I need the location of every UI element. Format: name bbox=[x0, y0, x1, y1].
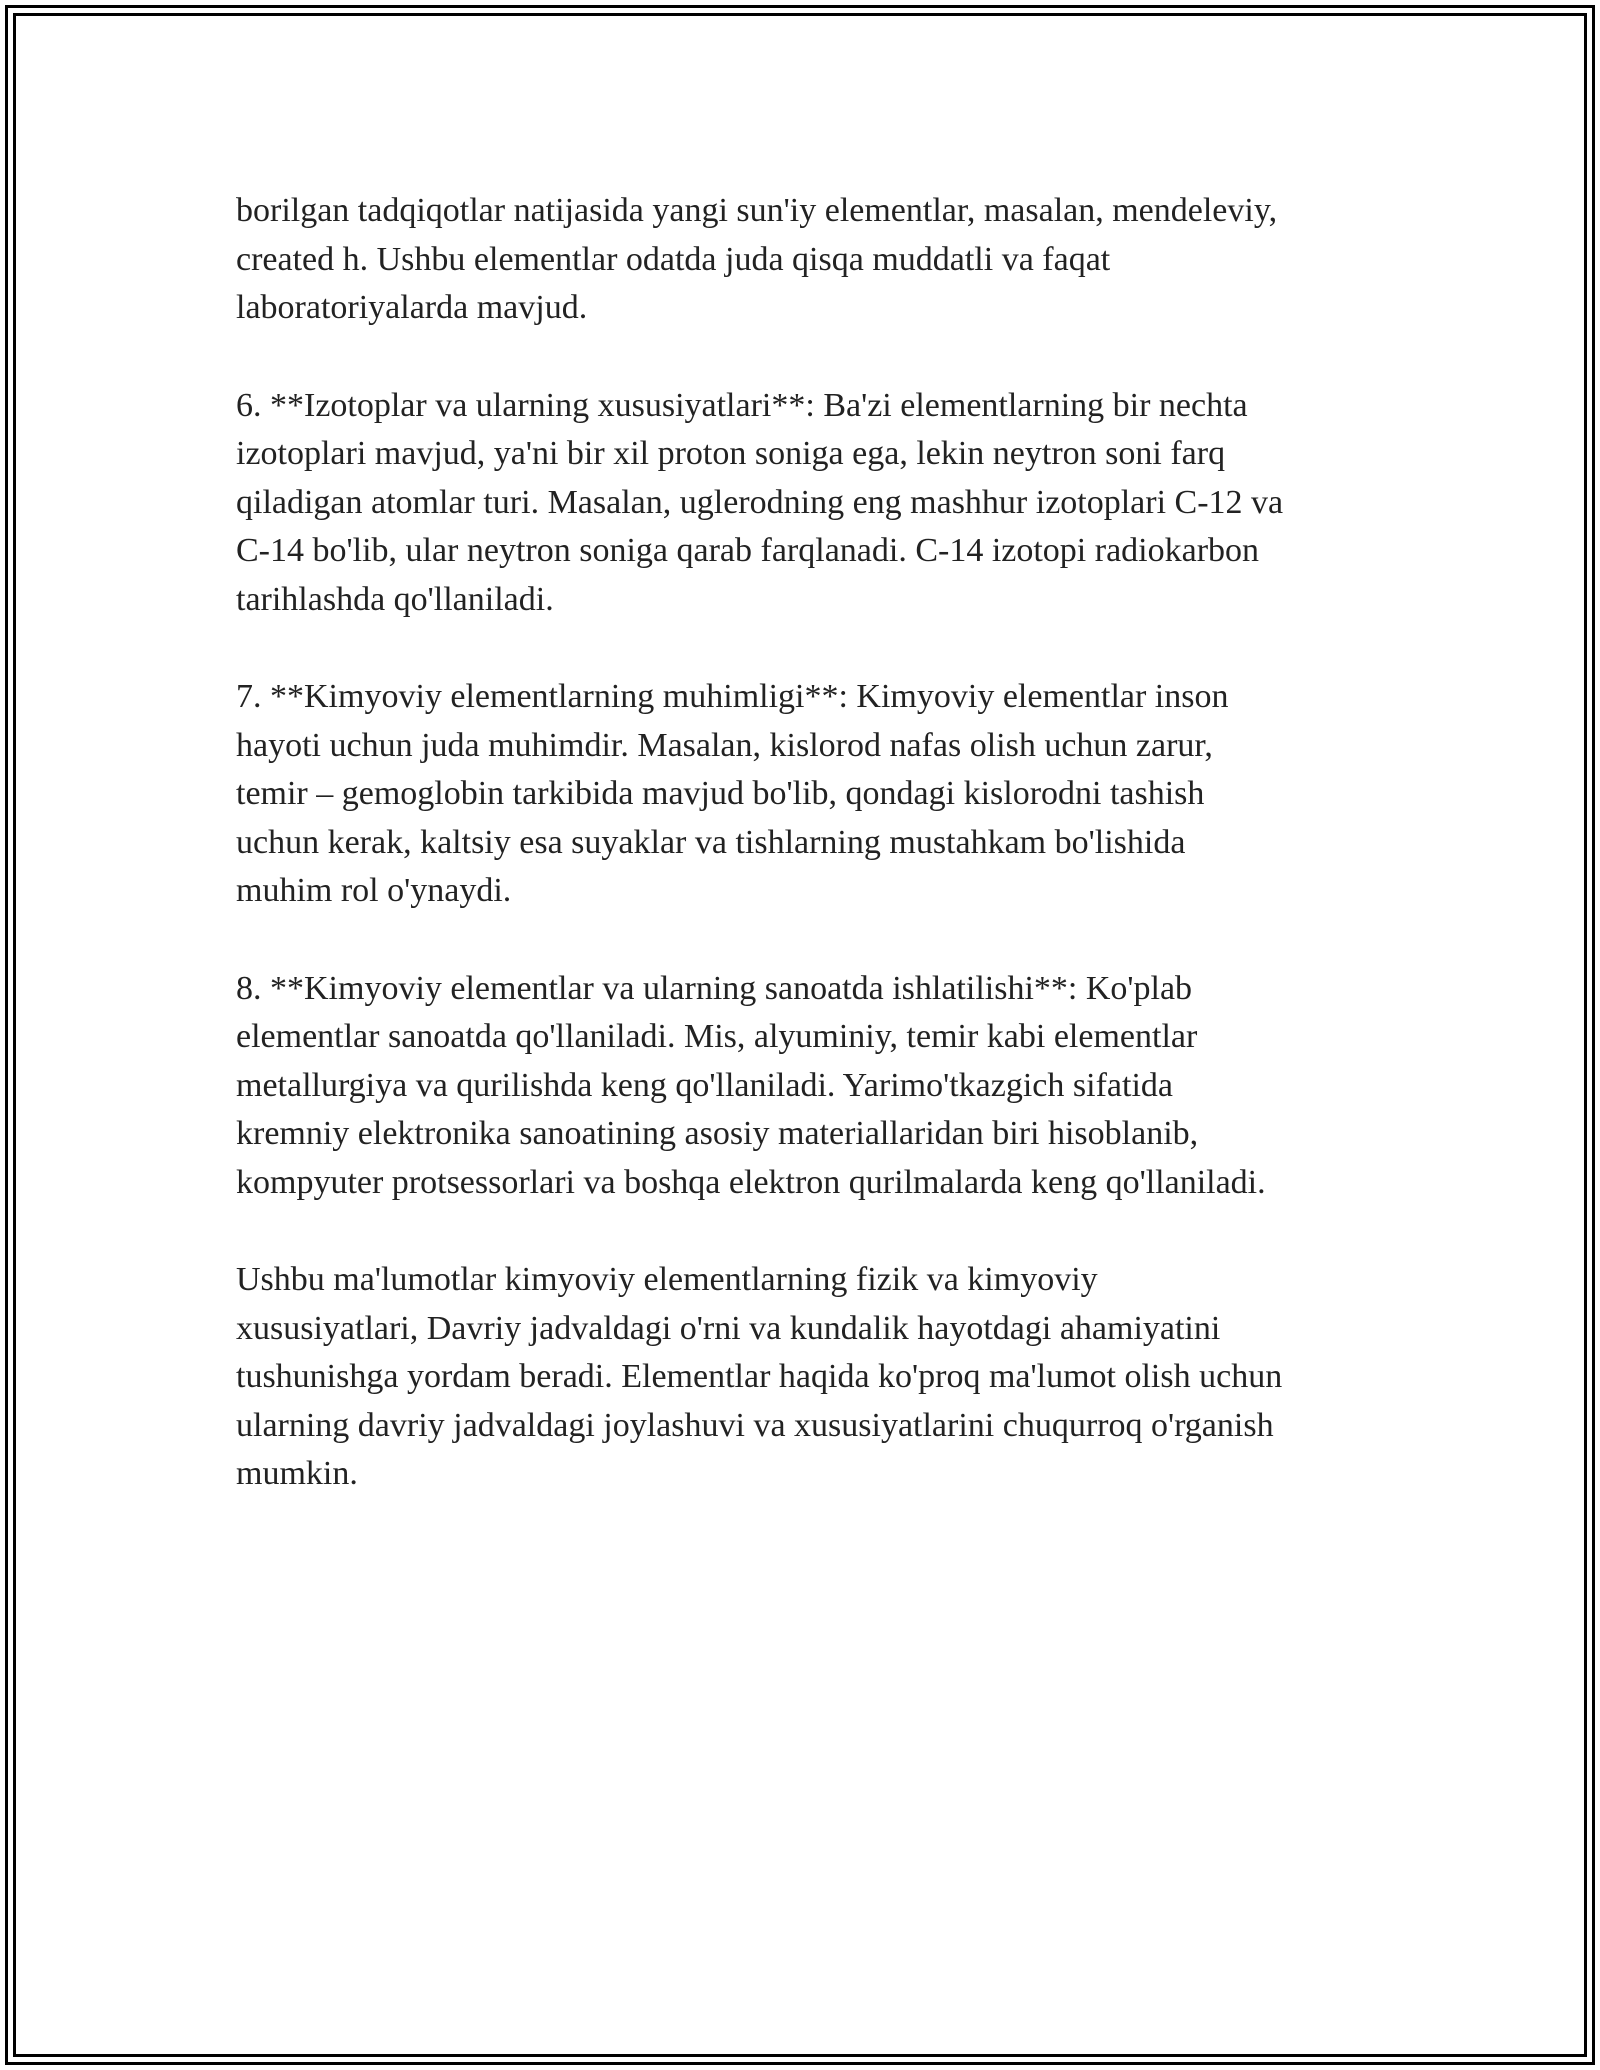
text-line: kompyuter protsessorlari va boshqa elektron qurilmalarda keng qo'llaniladi. bbox=[236, 1163, 1266, 1201]
text-line: tarihlashda qo'llaniladi. bbox=[236, 580, 554, 618]
text-line: temir – gemoglobin tarkibida mavjud bo'lib, qondagi kislorodni tashish bbox=[236, 775, 1205, 812]
text-line: laboratoriyalarda mavjud. bbox=[236, 289, 588, 326]
text-line: C-14 bo'lib, ular neytron soniga qarab farqlanadi. C-14 izotopi radiokarbon bbox=[236, 532, 1260, 569]
paragraph-continuation bbox=[236, 187, 1376, 333]
text-line: qiladigan atomlar turi. Masalan, uglerodning eng mashhur izotoplari C-12 va bbox=[236, 483, 1284, 521]
text-line: Ushbu ma'lumotlar kimyoviy elementlarning fizik va kimyoviy bbox=[236, 1261, 1098, 1298]
paragraph-sanoat bbox=[236, 965, 1376, 1208]
text-line: 8. **Kimyoviy elementlar va ularning sanoatda ishlatilishi**: Ko'plab bbox=[236, 969, 1193, 1007]
text-line: hayoti uchun juda muhimdir. Masalan, kislorod nafas olish uchun zarur, bbox=[236, 726, 1213, 764]
document-body bbox=[236, 187, 1376, 1548]
text-line: tushunishga yordam beradi. Elementlar haqida ko'proq ma'lumot olish uchun bbox=[236, 1358, 1283, 1395]
paragraph-izotoplar bbox=[236, 382, 1376, 625]
text-line: muhim rol o'ynaydi. bbox=[236, 872, 512, 909]
text-line: borilgan tadqiqotlar natijasida yangi sun'iy elementlar, masalan, mendeleviy, bbox=[236, 192, 1278, 229]
text-line: uchun kerak, kaltsiy esa suyaklar va tishlarning mustahkam bo'lishida bbox=[236, 823, 1186, 861]
paragraph-conclusion bbox=[236, 1256, 1376, 1499]
text-line: mumkin. bbox=[236, 1455, 358, 1492]
text-line: elementlar sanoatda qo'llaniladi. Mis, alyuminiy, temir kabi elementlar bbox=[236, 1018, 1198, 1055]
text-line: created h. Ushbu elementlar odatda juda qisqa muddatli va faqat bbox=[236, 240, 1111, 278]
text-line: ularning davriy jadvaldagi joylashuvi va xususiyatlarini chuqurroq o'rganish bbox=[236, 1406, 1274, 1444]
text-line: 6. **Izotoplar va ularning xususiyatlari**: Ba'zi elementlarning bir nechta bbox=[236, 386, 1248, 424]
text-line: 7. **Kimyoviy elementlarning muhimligi**: Kimyoviy elementlar inson bbox=[236, 678, 1229, 715]
text-line: kremniy elektronika sanoatining asosiy materiallaridan biri hisoblanib, bbox=[236, 1115, 1199, 1152]
text-line: izotoplari mavjud, ya'ni bir xil proton soniga ega, lekin neytron soni farq bbox=[236, 435, 1226, 472]
paragraph-muhimligi bbox=[236, 673, 1376, 916]
text-line: metallurgiya va qurilishda keng qo'llaniladi. Yarimo'tkazgich sifatida bbox=[236, 1066, 1173, 1104]
text-line: xususiyatlari, Davriy jadvaldagi o'rni va kundalik hayotdagi ahamiyatini bbox=[236, 1309, 1221, 1347]
